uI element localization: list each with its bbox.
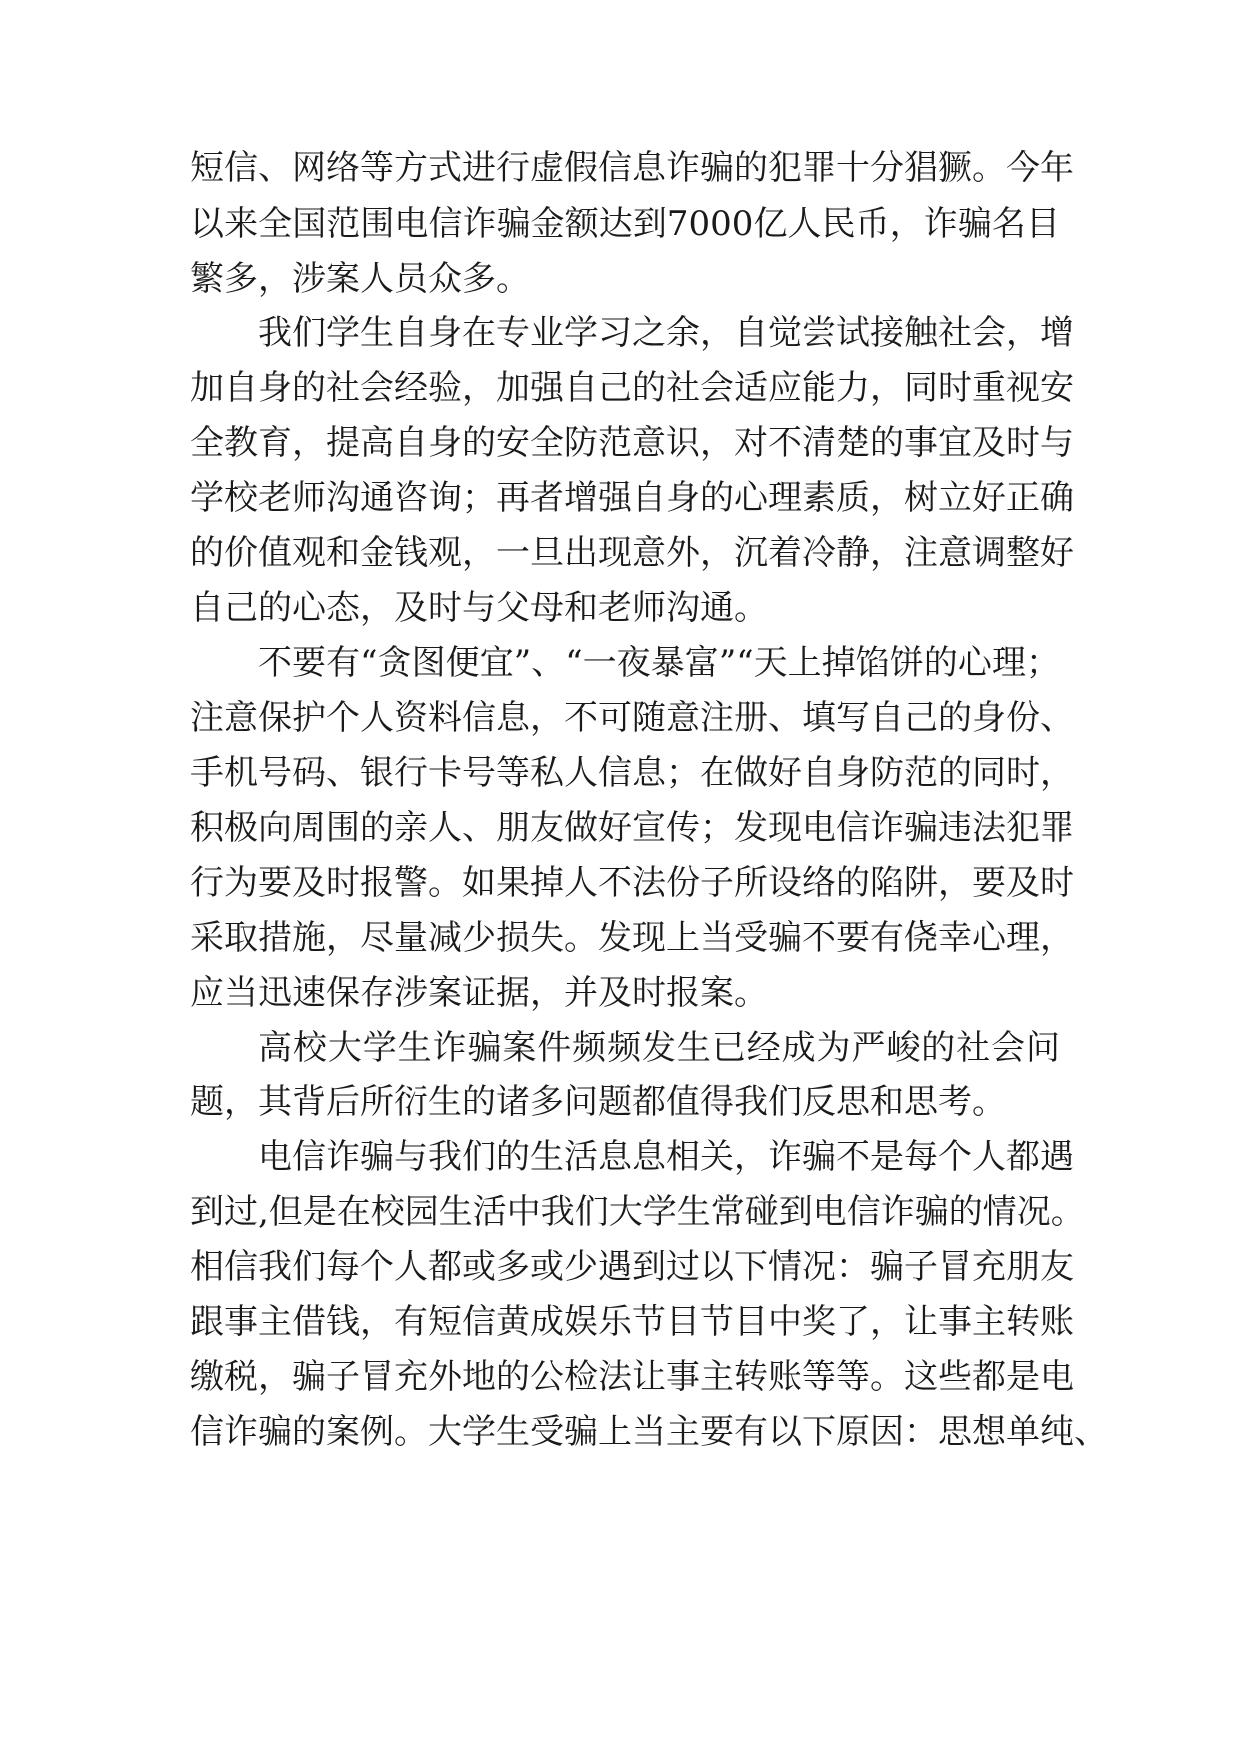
text-line: 我们学生自身在专业学习之余，自觉尝试接触社会，增 [258, 313, 1074, 353]
text-line: 以来全国范围电信诈骗金额达到7000亿人民币，诈骗名目 [190, 204, 1060, 244]
text-line: 注意保护个人资料信息，不可随意注册、填写自己的身份、 [190, 698, 1074, 738]
text-line: 自己的心态，及时与父母和老师沟通。 [190, 588, 768, 628]
text-line: 采取措施，尽量减少损失。发现上当受骗不要有侥幸心理， [190, 918, 1074, 958]
text-line: 手机号码、银行卡号等私人信息；在做好自身防范的同时， [190, 753, 1074, 793]
text-line: 相信我们每个人都或多或少遇到过以下情况：骗子冒充朋友 [190, 1247, 1074, 1287]
text-line: 高校大学生诈骗案件频频发生已经成为严峻的社会问 [258, 1028, 1060, 1068]
text-line: 电信诈骗与我们的生活息息相关，诈骗不是每个人都遇 [258, 1137, 1074, 1177]
text-line: 应当迅速保存涉案证据，并及时报案。 [190, 973, 768, 1013]
text-line: 全教育，提高自身的安全防范意识，对不清楚的事宜及时与 [190, 423, 1074, 463]
text-line: 到过,但是在校园生活中我们大学生常碰到电信诈骗的情况。 [190, 1192, 1085, 1232]
text-line: 缴税，骗子冒充外地的公检法让事主转账等等。这些都是电 [190, 1357, 1074, 1397]
text-line: 的价值观和金钱观，一旦出现意外，沉着冷静，注意调整好 [190, 533, 1074, 573]
text-line: 繁多，涉案人员众多。 [190, 259, 530, 299]
text-line: 信诈骗的案例。大学生受骗上当主要有以下原因：思想单纯、 [190, 1412, 1108, 1452]
text-line: 跟事主借钱，有短信黄成娱乐节目节目中奖了，让事主转账 [190, 1302, 1074, 1342]
text-line: 学校老师沟通咨询；再者增强自身的心理素质，树立好正确 [190, 478, 1074, 518]
text-line: 行为要及时报警。如果掉人不法份子所设络的陷阱，要及时 [190, 863, 1074, 903]
text-line: 不要有“贪图便宜”、“一夜暴富”“天上掉馅饼的心理； [258, 643, 1060, 683]
text-line: 题，其背后所衍生的诸多问题都值得我们反思和思考。 [190, 1082, 1006, 1122]
text-line: 积极向周围的亲人、朋友做好宣传；发现电信诈骗违法犯罪 [190, 808, 1074, 848]
text-line: 加自身的社会经验，加强自己的社会适应能力，同时重视安 [190, 368, 1074, 408]
text-line: 短信、网络等方式进行虚假信息诈骗的犯罪十分猖獗。今年 [190, 148, 1074, 188]
